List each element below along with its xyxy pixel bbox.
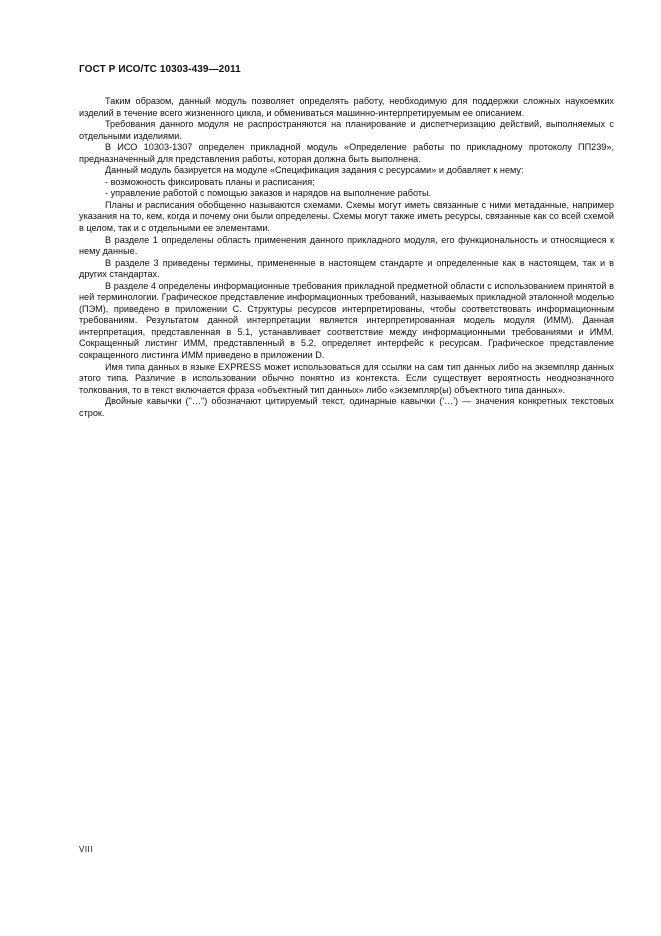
list-item: - управление работой с помощью заказов и нарядов на выполнение работы. (105, 188, 432, 199)
paragraph: В разделе 3 приведены термины, примененные в настоящем стандарте и определенные как в настоящем, так и в других стандартах. (79, 257, 614, 280)
page-number: VIII (79, 845, 94, 854)
paragraph: Требования данного модуля не распространяются на планирование и диспетчеризацию действий, выполняемых с отдельными изделиями. (79, 119, 614, 141)
paragraph: Данный модуль базируется на модуле «Спецификация задания с ресурсами» и добавляет к нему: (105, 165, 524, 176)
paragraph: В ИСО 10303-1307 определен прикладной модуль «Определение работы по прикладному протоколу ПП239», предназначенный для представления работы, которая должна быть выполнена. (79, 142, 614, 164)
paragraph: Планы и расписания обобщенно называются схемами. Схемы могут иметь связанные с ними метаданные, например указания на то, кем, когда и почему они были определены. Схемы могут также иметь ресурсы, связанные как со всей схемой в целом, так и с отдельными ее элементами. (79, 199, 614, 234)
paragraph: Имя типа данных в языке EXPRESS может использоваться для ссылки на сам тип данных либо на экземпляр данных этого типа. Различие в использовании обычно понятно из контекста. Если существует вероятность неоднозначного толкования, то в текст включается фраза «объектный тип данных» либо «экземпляр(ы) объектного типа данных». (79, 361, 614, 395)
document-header: ГОСТ Р ИСО/ТС 10303-439—2011 (79, 64, 241, 75)
list-item: - возможность фиксировать планы и расписания; (105, 176, 315, 187)
paragraph: В разделе 1 определены область применения данного прикладного модуля, его функциональность и относящиеся к нему данные. (79, 234, 614, 257)
paragraph: Двойные кавычки ("…") обозначают цитируемый текст, одинарные кавычки ('…') — значения конкретных текстовых строк. (79, 396, 614, 418)
document-body (79, 96, 614, 419)
paragraph: В разделе 4 определены информационные требования прикладной предметной области с использованием принятой в ней терминологии. Графическое представление информационных требований, называемых прикладной эталонной моделью (ПЭМ), приведено в приложении С. Структуры ресурсов интерпретированы, чтобы соответствовать информационным требованиям. Результатом данной интерпретации является интерпретированная модель модуля (ИММ). Данная интерпретация, представленная в 5.1, устанавливает соответствие между информационными требованиями и ИММ. Сокращенный листинг ИММ, представленный в 5.2, определяет интерфейс к ресурсам. Графическое представление сокращенного листинга ИММ приведено в приложении D. (79, 280, 614, 361)
paragraph: Таким образом, данный модуль позволяет определять работу, необходимую для поддержки сложных наукоемких изделий в течение всего жизненного цикла, и обмениваться машинно-интерпретируемым ее описанием. (79, 96, 614, 118)
